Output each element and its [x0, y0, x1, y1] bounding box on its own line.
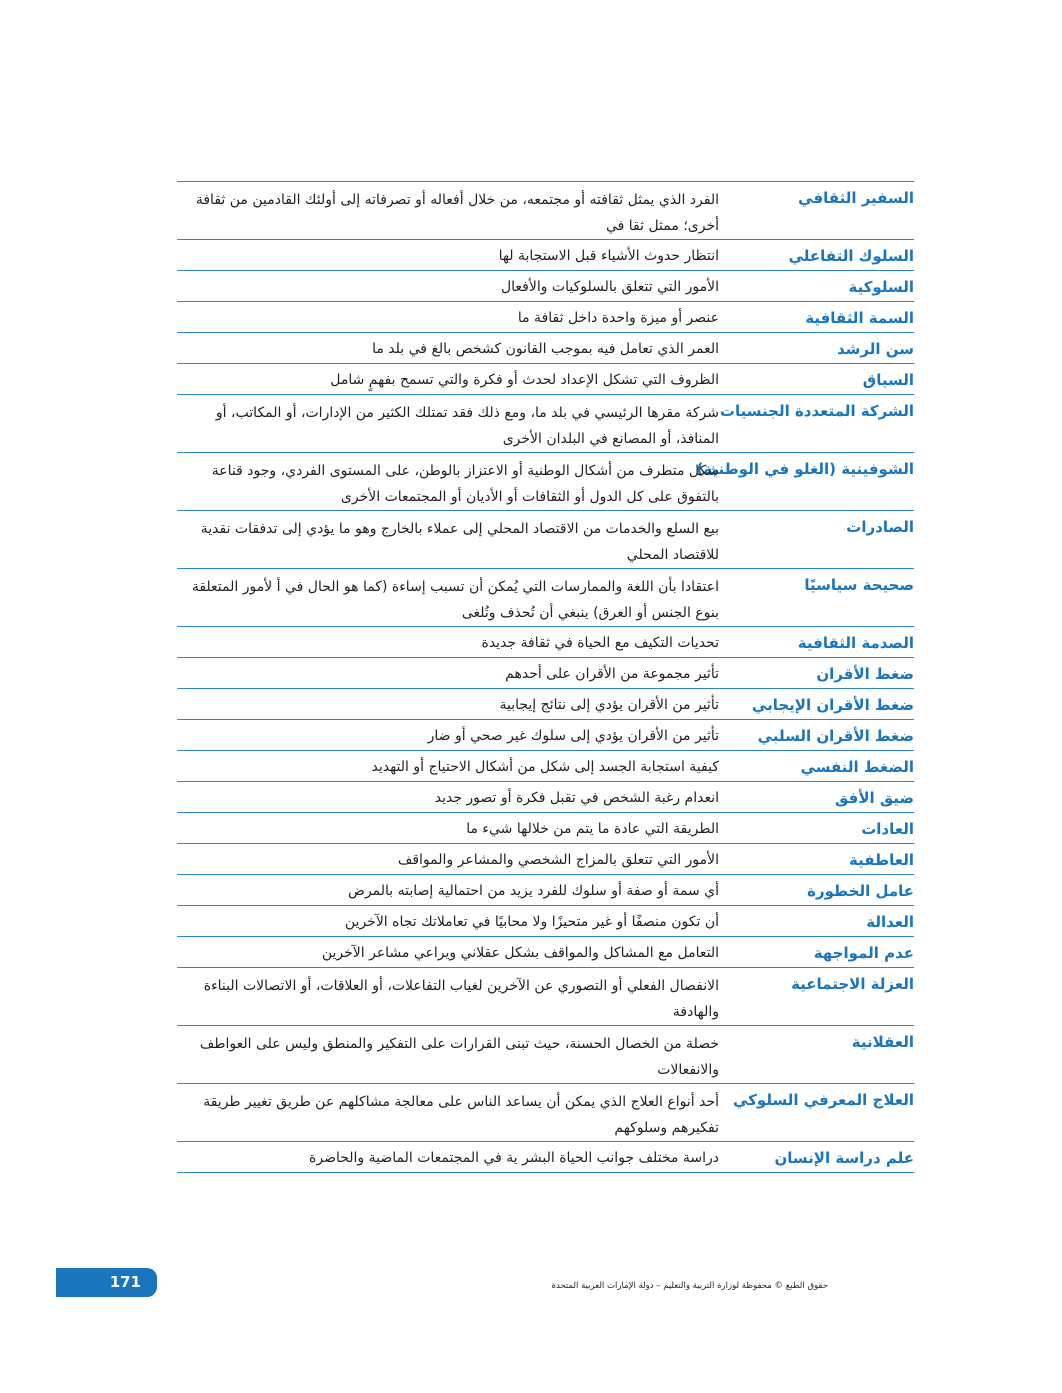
glossary-row	[177, 720, 914, 751]
glossary-row	[177, 1084, 914, 1142]
glossary-term: السفير الثقافي	[798, 189, 914, 207]
glossary-definition: الفرد الذي يمثل ثقافته أو مجتمعه، من خلال أفعاله أو تصرفاته إلى أولئك القادمين من ثقافة أخرى؛ ممثل ثقا في	[195, 192, 719, 234]
glossary-row	[177, 937, 914, 968]
glossary-row	[177, 906, 914, 937]
glossary-definition: الطريقة التي عادة ما يتم من خلالها شيء ما	[466, 821, 719, 837]
glossary-row	[177, 689, 914, 720]
glossary-term: العلاج المعرفي السلوكي	[733, 1091, 914, 1109]
glossary-definition: بيع السلع والخدمات من الاقتصاد المحلي إلى عملاء بالخارج وهو ما يؤدي إلى تدفقات نقدية للاقتصاد المحلي	[200, 521, 719, 563]
glossary-definition: التعامل مع المشاكل والمواقف بشكل عقلاني ويراعي مشاعر الآخرين	[321, 945, 719, 961]
glossary-term: السلوكية	[848, 278, 914, 296]
glossary-row	[177, 627, 914, 658]
glossary-definition: العمر الذي تعامل فيه بموجب القانون كشخص بالغ في بلد ما	[372, 341, 719, 357]
glossary-row	[177, 395, 914, 453]
glossary-definition: انعدام رغبة الشخص في تقبل فكرة أو تصور جديد	[434, 790, 719, 806]
copyright-notice: حقوق الطبع © محفوظة لوزارة التربية والتعليم – دولة الإمارات العربية المتحدة	[551, 1281, 828, 1291]
glossary-row	[177, 333, 914, 364]
glossary-definition: تأثير من الأقران يؤدي إلى نتائج إيجابية	[499, 697, 719, 713]
glossary-row	[177, 658, 914, 689]
glossary-term: الشركة المتعددة الجنسيات	[719, 402, 914, 420]
glossary-row	[177, 968, 914, 1026]
glossary-definition: أن تكون منصفًا أو غير متحيزًا ولا محابيًا في تعاملاتك تجاه الآخرين	[344, 914, 719, 930]
glossary-row	[177, 240, 914, 271]
glossary-term: ضغط الأقران السلبي	[757, 727, 914, 745]
page-number: 171	[109, 1273, 141, 1291]
glossary-term: عامل الخطورة	[807, 882, 914, 900]
glossary-term: صحيحة سياسيًا	[804, 576, 914, 594]
glossary-row	[177, 569, 914, 627]
glossary-definition: كيفية استجابة الجسد إلى شكل من أشكال الاحتياج أو التهديد	[371, 759, 719, 775]
glossary-term: ضغط الأقران الإيجابي	[751, 696, 914, 714]
glossary-definition: الظروف التي تشكل الإعداد لحدث أو فكرة والتي تسمح بفهمٍ شامل	[330, 372, 719, 388]
glossary-term: العدالة	[866, 913, 914, 931]
glossary-row	[177, 453, 914, 511]
glossary-term: الصدمة الثقافية	[797, 634, 914, 652]
glossary-definition: دراسة مختلف جوانب الحياة البشر ية في المجتمعات الماضية والحاضرة	[309, 1150, 719, 1166]
glossary-definition: عنصر أو ميزة واحدة داخل ثقافة ما	[517, 310, 719, 326]
glossary-term: ضغط الأقران	[816, 665, 914, 683]
glossary-row	[177, 302, 914, 333]
glossary-row	[177, 751, 914, 782]
glossary-definition: شكل متطرف من أشكال الوطنية أو الاعتزاز بالوطن، على المستوى الفردي، وجود قناعة بالتفوق على كل الدول أو الثقافات أو الأديان أو المجتمعات الأخرى	[211, 463, 719, 505]
glossary-definition: تأثير مجموعة من الأقران على أحدهم	[505, 666, 719, 682]
glossary-row	[177, 844, 914, 875]
glossary-row	[177, 1026, 914, 1084]
glossary-term: الصادرات	[846, 518, 914, 536]
glossary-definition: الانفصال الفعلي أو التصوري عن الآخرين لغياب التفاعلات، أو العلاقات، أو الاتصالات البناءة والهادفة	[203, 978, 719, 1020]
glossary-row	[177, 813, 914, 844]
glossary-term: السلوك التفاعلي	[788, 247, 914, 265]
glossary-term: العزلة الاجتماعية	[791, 975, 914, 993]
glossary-row	[177, 875, 914, 906]
glossary-row	[177, 364, 914, 395]
glossary-term: ضيق الأفق	[834, 789, 914, 807]
glossary-definition: اعتقادا بأن اللغة والممارسات التي يُمكن أن تسبب إساءة (كما هو الحال في أ لأمور المتعلقة بنوع الجنس أو العرق) ينبغي أن تُحذف وتُلغى	[191, 579, 719, 621]
glossary-row	[177, 271, 914, 302]
page-number-tab	[56, 1268, 157, 1297]
glossary-term: العاطفية	[848, 851, 914, 869]
glossary-row	[177, 182, 914, 240]
glossary-definition: تأثير من الأقران يؤدي إلى سلوك غير صحي أو ضار	[427, 728, 719, 744]
glossary-table	[177, 181, 914, 1173]
glossary-term: الضغط النفسي	[800, 758, 914, 776]
glossary-definition: انتظار حدوث الأشياء قبل الاستجابة لها	[498, 248, 719, 264]
glossary-term: السمة الثقافية	[805, 309, 914, 327]
glossary-row	[177, 782, 914, 813]
glossary-definition: شركة مقرها الرئيسي في بلد ما، ومع ذلك فقد تمتلك الكثير من الإدارات، أو المكاتب، أو المنافذ، أو المصانع في البلدان الأخرى	[215, 405, 719, 447]
glossary-term: العادات	[861, 820, 914, 838]
glossary-term: علم دراسة الإنسان	[774, 1149, 914, 1167]
glossary-definition: الأمور التي تتعلق بالمزاج الشخصي والمشاعر والمواقف	[397, 852, 719, 868]
glossary-definition: الأمور التي تتعلق بالسلوكيات والأفعال	[500, 279, 719, 295]
glossary-term: الشوفينية (الغلو في الوطنية)	[696, 460, 914, 478]
glossary-term: السياق	[862, 371, 914, 389]
glossary-definition: خصلة من الخصال الحسنة، حيث تبنى القرارات على التفكير والمنطق وليس على العواطف والانفعالات	[199, 1036, 719, 1078]
glossary-term: عدم المواجهة	[813, 944, 914, 962]
glossary-definition: تحديات التكيف مع الحياة في ثقافة جديدة	[481, 635, 719, 651]
glossary-term: العقلانية	[851, 1033, 914, 1051]
glossary-row	[177, 511, 914, 569]
glossary-definition: أحد أنواع العلاج الذي يمكن أن يساعد الناس على معالجة مشاكلهم عن طريق تغيير طريقة تفكيرهم وسلوكهم	[203, 1094, 719, 1136]
glossary-term: سن الرشد	[837, 340, 914, 358]
glossary-definition: أي سمة أو صفة أو سلوك للفرد يزيد من احتمالية إصابته بالمرض	[348, 883, 719, 899]
glossary-row	[177, 1142, 914, 1173]
